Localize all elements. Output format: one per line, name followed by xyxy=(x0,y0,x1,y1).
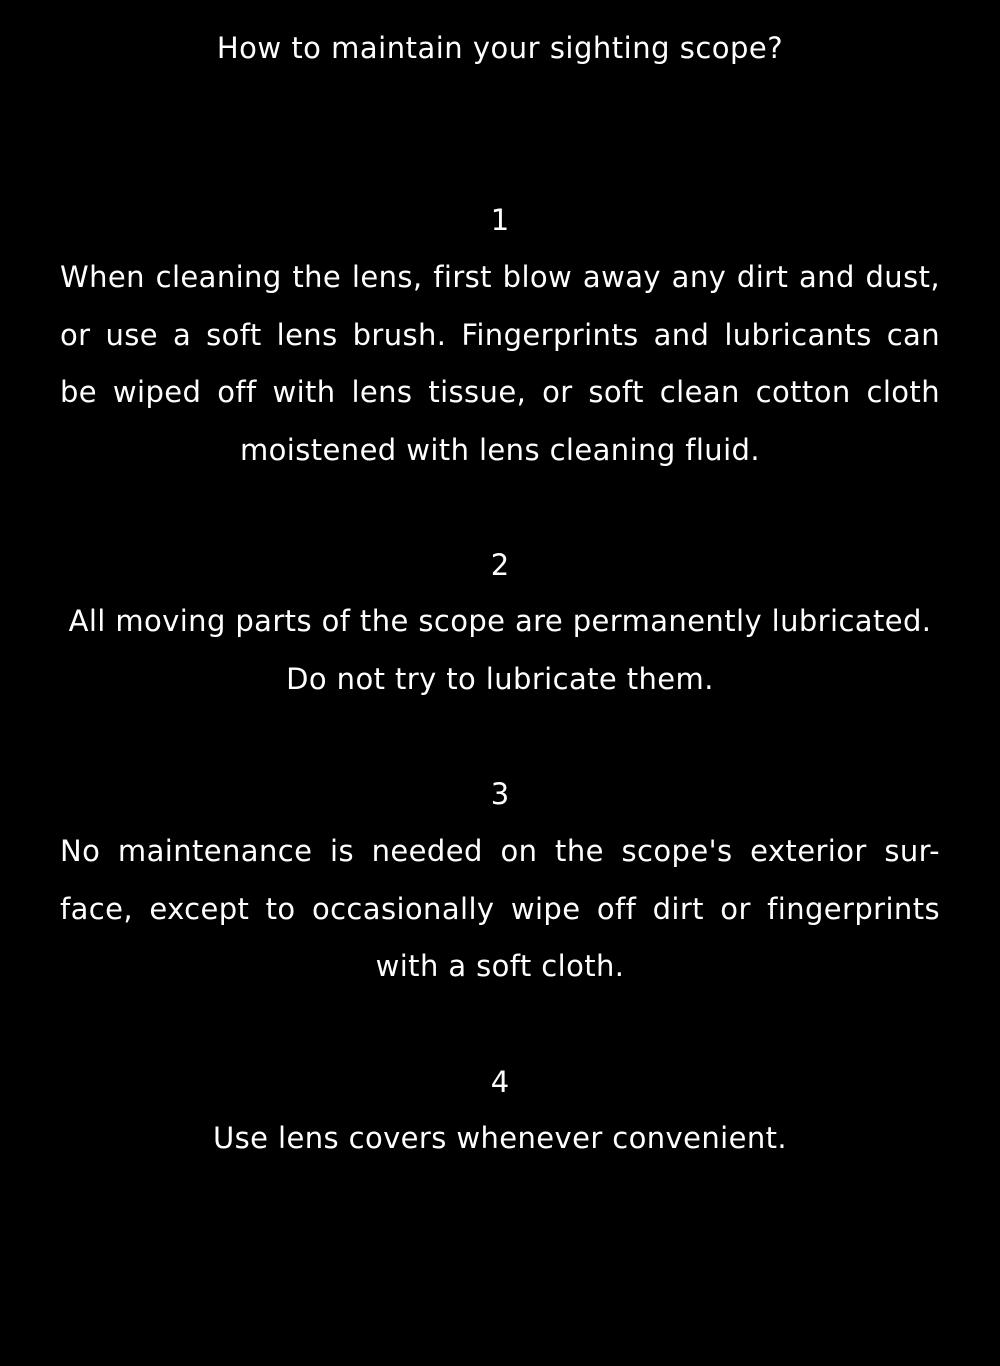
section-3-line-1: No maintenance is needed on the scope's exterior sur- xyxy=(60,834,940,868)
section-number-2: 2 xyxy=(490,548,510,582)
section-number-4: 4 xyxy=(490,1065,510,1099)
section-text-3 xyxy=(60,823,940,996)
page-title: How to maintain your sighting scope? xyxy=(216,31,784,65)
section-number-3: 3 xyxy=(490,777,510,811)
section-text-1 xyxy=(60,249,940,479)
section-text-2 xyxy=(60,593,940,708)
section-number-1: 1 xyxy=(490,203,510,237)
section-4-line-1: Use lens covers whenever convenient. xyxy=(213,1121,787,1155)
section-2-line-1: All moving parts of the scope are permanently lubricated. xyxy=(68,604,932,638)
section-3-line-3: with a soft cloth. xyxy=(375,949,625,983)
section-3-line-2: face, except to occasionally wipe off dirt or fingerprints xyxy=(60,891,940,926)
section-2-line-2: Do not try to lubricate them. xyxy=(286,661,714,696)
section-1-line-3: be wiped off with lens tissue, or soft clean cotton cloth xyxy=(60,375,940,409)
section-1-line-2: or use a soft lens brush. Fingerprints and lubricants can xyxy=(60,317,940,352)
section-1-line-4: moistened with lens cleaning fluid. xyxy=(240,432,760,467)
section-1-line-1: When cleaning the lens, first blow away any dirt and dust, xyxy=(60,260,940,294)
section-text-4 xyxy=(60,1110,940,1168)
